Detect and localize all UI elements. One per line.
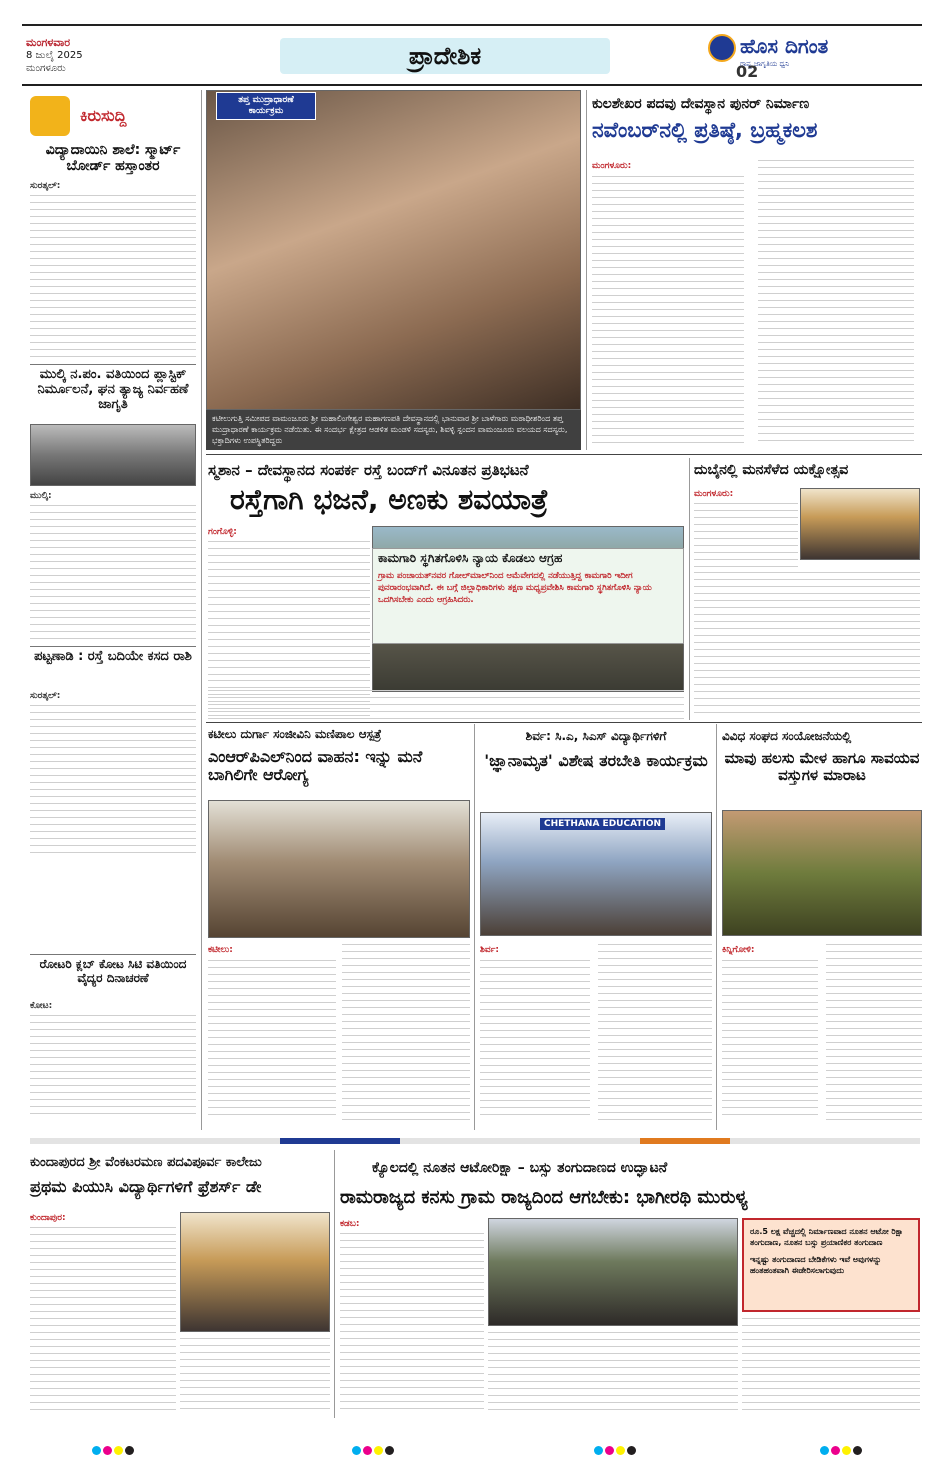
auto-body-2 [488,1332,738,1414]
college-headline: ಪ್ರಥಮ ಪಿಯುಸಿ ವಿದ್ಯಾರ್ಥಿಗಳಿಗೆ ಫ್ರೆಶರ್ಸ್ ಡೇ [30,1177,262,1196]
college-rule [334,1150,335,1418]
lamp-logo-icon [708,34,736,62]
yaksha-photo [800,488,920,560]
temple-body [592,160,914,445]
edu-photo [480,812,712,936]
auto-body-1 [340,1218,484,1414]
auto-box-item-1: ರೂ.5 ಲಕ್ಷ ವೆಚ್ಚದಲ್ಲಿ ನಿರ್ಮಾಣವಾದ ನೂತನ ಆಟೋ ರಿಕ್ಷಾ ತಂಗುದಾಣ, ನೂತನ ಬಸ್ಸು ಪ್ರಯಾಣಿಕರ ತಂಗುದಾಣ [750,1227,904,1247]
auto-body-3 [742,1318,920,1414]
kiru-body-4 [30,1000,196,1120]
edu-rule [716,724,717,1130]
kiru-text-lines-4 [30,1015,196,1119]
main-body-bottom [208,690,684,720]
footer-color-marks-mid-right [594,1440,638,1459]
mango-body [722,944,922,1124]
edu-headline: 'ಜ್ಞಾನಾಮೃತ' ವಿಶೇಷ ತರಬೇತಿ ಕಾರ್ಯಕ್ರಮ [484,751,708,770]
hospital-kicker: ಕಟೀಲು ದುರ್ಗಾ ಸಂಜೀವಿನಿ ಮಣಿಪಾಲ ಆಸ್ಪತ್ರೆ [208,727,382,741]
main-body-col-1 [208,526,370,676]
kiru-dateline-4: ಕೋಟ: [30,1001,53,1011]
mango-col-2 [826,944,922,1120]
left-column-rule [201,90,202,1130]
kiru-dateline-1: ಸುರತ್ಕಲ್: [30,181,61,191]
date-block [26,36,83,75]
hospital-col-1 [208,960,336,1120]
main-inset-title: ಕಾಮಗಾರಿ ಸ್ಥಗಿತಗೊಳಿಸಿ ನ್ಯಾಯ ಕೊಡಲು ಆಗ್ರಹ [378,551,563,565]
kiru-dateline-3: ಸುರತ್ಕಲ್: [30,691,61,701]
auto-headline: ರಾಮರಾಜ್ಯದ ಕನಸು ಗ್ರಾಮ ರಾಜ್ಯದಿಂದ ಆಗಬೇಕು: ಭಾಗೀರಥಿ ಮುರುಳ್ಯ [340,1187,748,1208]
top-photo [206,90,581,410]
yaksha-headline: ದುಬೈನಲ್ಲಿ ಮನಸೆಳೆದ ಯಕ್ಷೋತ್ಸವ [694,462,849,478]
edu-kicker: ಶಿರ್ವ: ಸಿ.ಎ, ಸಿಎಸ್ ವಿದ್ಯಾರ್ಥಿಗಳಿಗೆ [525,729,667,743]
kiru-divider-1 [30,364,196,365]
mid-rule-2 [206,722,922,723]
main-kicker: ಸ್ಮಶಾನ – ದೇವಸ್ಥಾನದ ಸಂಪರ್ಕ ರಸ್ತೆ ಬಂದ್‌ಗೆ ವಿನೂತನ ಪ್ರತಿಭಟನೆ [208,461,529,479]
edu-col-1 [480,960,590,1120]
main-dateline: ಗಂಗೊಳ್ಳಿ: [208,527,237,537]
temple-col-2 [758,160,914,444]
college-lines-1 [30,1227,176,1413]
yaksha-body-1 [694,488,798,568]
mango-kicker: ವಿವಿಧ ಸಂಘದ ಸಂಯೋಜನೆಯಲ್ಲಿ [722,729,852,743]
yaksha-dateline: ಮಂಗಳೂರು: [694,489,734,499]
main-inset-text: ಗ್ರಾಮ ಪಂಚಾಯತ್‌ನವರ ಗೋಲ್‌ಮಾಲ್‌ನಿಂದ ಆಮೆವೇಗದಲ್ಲಿ ನಡೆಯುತ್ತಿದ್ದ ಕಾಮಗಾರಿ ಇದೀಗ ಪುನರಾರಂಭವಾಗಿದೆ. ಈ ಬಗ್ಗೆ ಜಿಲ್ಲಾಧಿಕಾರಿಗಳು ತಕ್ಷಣ ಮಧ್ಯಪ್ರವೇಶಿಸಿ ಕಾಮಗಾರಿ ಸ್ಥಗಿತಗೊಳಿಸಿ ನ್ಯಾಯ ಒದಗಿಸಬೇಕು ಎಂದು ಆಗ್ರಹಿಸಿದರು. [378,571,652,605]
temple-kicker: ಕುಲಶೇಖರ ಪದವು ದೇವಸ್ಥಾನ ಪುನರ್ ನಿರ್ಮಾಣ [592,96,810,112]
kiru-text-lines-3 [30,705,196,853]
hospital-dateline: ಕಟೀಲು: [208,945,233,955]
edu-col-2 [598,944,712,1120]
mango-photo [722,810,922,936]
mango-headline: ಮಾವು ಹಲಸು ಮೇಳ ಹಾಗೂ ಸಾವಯವ ವಸ್ತುಗಳ ಮಾರಾಟ [724,749,920,785]
college-kicker: ಕುಂದಾಪುರದ ಶ್ರೀ ವೆಂಕಟರಮಣ ಪದವಿಪೂರ್ವ ಕಾಲೇಜು [30,1155,262,1170]
issue-city: ಮಂಗಳೂರು [26,63,66,74]
mango-dateline: ಕಿನ್ನಿಗೋಳಿ: [722,945,755,955]
kirusuddi-title: ಕಿರುಸುದ್ದಿ [80,106,127,125]
divider-accent-orange [640,1138,730,1144]
college-body-1 [30,1212,176,1412]
edu-body [480,944,712,1124]
kiru-headline-1: ವಿದ್ಯಾದಾಯಿನಿ ಶಾಲೆ: ಸ್ಮಾರ್ಟ್ ಬೋರ್ಡ್ ಹಸ್ತಾಂತರ [45,142,181,175]
header-bottom-rule [22,84,922,86]
footer-color-marks-left [92,1440,136,1459]
kiru-body-3 [30,690,196,850]
kiru-body-1 [30,180,196,360]
kiru-body-2 [30,490,196,640]
kiru-divider-2 [30,646,196,647]
college-body-2 [180,1338,330,1412]
college-photo [180,1212,330,1332]
auto-kicker: ಕ್ಯೊಲದಲ್ಲಿ ನೂತನ ಆಟೋರಿಕ್ಷಾ – ಬಸ್ಸು ತಂಗುದಾಣದ ಉದ್ಘಾಟನೆ [372,1160,668,1176]
issue-day: ಮಂಗಳವಾರ [26,36,71,49]
page-number-box [730,60,770,82]
section-divider-bar [30,1138,920,1144]
auto-dateline: ಕಡಬ: [340,1219,360,1229]
temple-dateline: ಮಂಗಳೂರು: [592,161,632,171]
auto-photo [488,1218,738,1326]
hospital-body [208,944,470,1124]
paper-name: ಹೊಸ ದಿಗಂತ [740,34,829,58]
hospital-photo [208,800,470,938]
auto-lines-1 [340,1233,484,1415]
hospital-rule [474,724,475,1130]
kiru-headline-2: ಮುಲ್ಕಿ ನ.ಪಂ. ವತಿಯಿಂದ ಪ್ಲಾಸ್ಟಿಕ್ ನಿರ್ಮೂಲನೆ, ಘನ ತ್ಯಾಜ್ಯ ನಿರ್ವಹಣೆ ಜಾಗೃತಿ [37,367,189,412]
mango-col-1 [722,960,818,1120]
main-right-rule [689,458,690,720]
top-photo-caption: ಕಟೀಲುಗುತ್ತಿ ಸಮೀಪದ ವಾಮಂಜೂರು ಶ್ರೀ ಮಹಾಲಿಂಗೇಶ್ವರ ಮಹಾಗಣಪತಿ ದೇವಸ್ಥಾನದಲ್ಲಿ ಭಾನುವಾರ ಶ್ರೀ ಬಾಳೆಗಾರು ಮಠಾಧೀಶರಿಂದ ತಪ್ತ ಮುದ್ರಾಧಾರಣೆ ಕಾರ್ಯಕ್ರಮ ನಡೆಯಿತು. ಈ ಸಂದರ್ಭ ಕ್ಷೇತ್ರದ ಆಡಳಿತ ಮಂಡಳಿ ಸದಸ್ಯರು, ಶಿವಳ್ಳಿ ಸ್ಪಂದನ ವಾಮಂಜೂರು ವಲಯದ ಸದಸ್ಯರು, ಭಕ್ತಾದಿಗಳು ಉಪಸ್ಥಿತರಿದ್ದರು [206,410,581,450]
main-headline: ರಸ್ತೆಗಾಗಿ ಭಜನೆ, ಅಣಕು ಶವಯಾತ್ರೆ [230,483,549,516]
auto-box-item-2: ಇನ್ನಷ್ಟು ತಂಗುದಾಣದ ಬೇಡಿಕೆಗಳು ಇವೆ ಅವುಗಳನ್ನು ಹಂತಹಂತವಾಗಿ ಈಡೇರಿಸಲಾಗುವುದು [750,1255,882,1275]
page-top-rule [22,24,922,26]
top-right-rule [586,90,587,450]
main-text-lines-1 [208,541,370,677]
mid-rule-1 [206,454,922,455]
yaksha-body-2 [694,572,920,718]
issue-date: 8 ಜುಲೈ 2025 [26,50,83,61]
page-number: 02 [736,62,759,81]
footer-color-marks-mid-left [352,1440,396,1459]
college-dateline: ಕುಂದಾಪುರ: [30,1213,66,1223]
kiru-photo-2 [30,424,196,486]
kiru-divider-3 [30,954,196,955]
hospital-col-2 [342,944,470,1120]
section-title: ಪ್ರಾದೇಶಿಕ [280,38,610,74]
footer-color-marks-right [820,1440,864,1459]
hospital-headline: ಎಂಆರ್‌ಪಿಎಲ್‌ನಿಂದ ವಾಹನ: ಇನ್ನು ಮನೆ ಬಾಗಿಲಿಗೇ ಆರೋಗ್ಯ [208,747,423,785]
temple-headline: ನವೆಂಬರ್‌ನಲ್ಲಿ ಪ್ರತಿಷ್ಠೆ, ಬ್ರಹ್ಮಕಲಶ [592,118,818,142]
kiru-headline-4: ರೋಟರಿ ಕ್ಲಬ್ ಕೋಟ ಸಿಟಿ ವತಿಯಿಂದ ವೈದ್ಯರ ದಿನಾಚರಣೆ [39,957,187,985]
paper-tagline: ರಾಷ್ಟ್ರ ಜಾಗೃತಿಯ ಧ್ವನಿ [740,60,790,68]
edu-photo-banner: CHETHANA EDUCATION [540,818,665,830]
divider-accent-blue [280,1138,400,1144]
top-photo-tag: ತಪ್ತ ಮುದ್ರಾಧಾರಣೆ ಕಾರ್ಯಕ್ರಮ [216,92,316,120]
temple-col-1 [592,176,744,444]
kiru-text-lines-2 [30,505,196,641]
kiru-headline-3: ಪಟ್ಟಣಾಡಿ : ರಸ್ತೆ ಬದಿಯೇ ಕಸದ ರಾಶಿ [34,649,192,664]
auto-highlight-box [742,1218,920,1312]
edu-dateline: ಶಿರ್ವ: [480,945,499,955]
yaksha-lines-a [694,503,798,567]
kiru-text-lines-1 [30,195,196,363]
kiru-dateline-2: ಮುಲ್ಕಿ: [30,491,52,501]
kirusuddi-hand-icon [30,96,70,136]
